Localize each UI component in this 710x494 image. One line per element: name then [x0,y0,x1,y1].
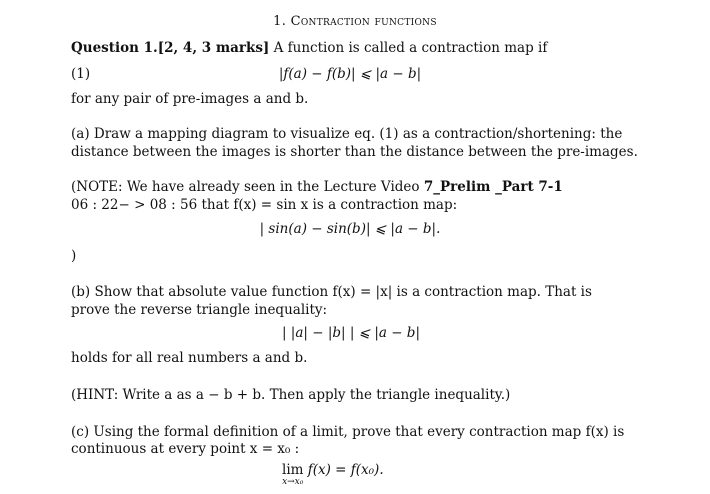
hint-text: (HINT: Write a as a − b + b. Then apply the triangle inequality.) [71,387,511,403]
part-b-line-2: prove the reverse triangle inequality: [71,302,328,318]
section-number: 1. [273,14,287,29]
section-heading [0,13,710,30]
limit-subscript: x→x₀ [282,477,304,487]
after-equation-1: for any pair of pre-images a and b. [71,91,309,107]
limit-operator [282,463,303,487]
part-a-line-2: distance between the images is shorter than the distance between the pre-images. [71,144,638,160]
sine-equation: | sin(a) − sin(b)| ⩽ |a − b|. [259,221,441,237]
equation-number: (1) [71,66,91,82]
question-intro-line [71,40,547,57]
question-intro: A function is called a contraction map if [273,40,548,56]
limit-equation [282,463,384,487]
part-b-line-1: (b) Show that absolute value function f(x) = |x| is a contraction map. That is [71,284,592,300]
equation-1: |f(a) − f(b)| ⩽ |a − b| [278,66,422,82]
part-c-line-1: (c) Using the formal definition of a limit, prove that every contraction map f(x) is [71,424,625,440]
note-line-1 [71,179,563,196]
limit-expression: f(x) = f(x₀). [307,462,384,478]
lecture-video-reference: 7_Prelim _Part 7-1 [423,179,563,195]
note-prefix: (NOTE: We have already seen in the Lecture Video [71,179,424,195]
part-b-after: holds for all real numbers a and b. [71,350,308,366]
limit-word: lim [282,462,304,478]
part-c-line-2: continuous at every point x = x₀ : [71,441,300,457]
section-title: Contraction functions [290,14,437,29]
note-line-2: 06 : 22− > 08 : 56 that f(x) = sin x is a contraction map: [71,197,458,213]
question-label: Question 1. [71,40,158,56]
question-marks: [2, 4, 3 marks] [157,40,270,56]
reverse-triangle-equation: | |a| − |b| | ⩽ |a − b| [281,325,421,341]
part-a-line-1: (a) Draw a mapping diagram to visualize eq. (1) as a contraction/shortening: the [71,126,623,142]
note-close-paren: ) [71,248,77,264]
